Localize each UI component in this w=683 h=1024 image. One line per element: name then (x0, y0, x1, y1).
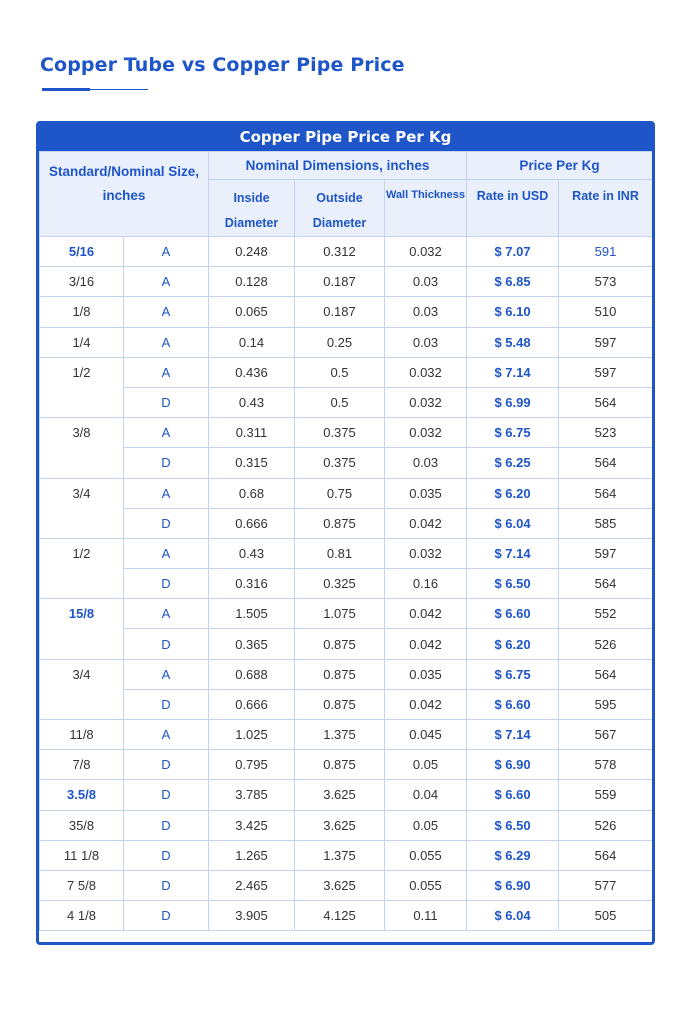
cell-outside: 4.125 (295, 901, 385, 931)
table-row (40, 237, 653, 267)
header-rate-inr: Rate in INR (559, 180, 653, 237)
cell-inside: 0.316 (209, 569, 295, 599)
cell-type: D (124, 387, 209, 417)
cell-inr: 595 (559, 689, 653, 719)
cell-usd: $ 6.90 (467, 870, 559, 900)
cell-size: 1/2 (40, 357, 124, 417)
cell-usd: $ 6.04 (467, 901, 559, 931)
cell-size: 7/8 (40, 750, 124, 780)
cell-inside: 0.14 (209, 327, 295, 357)
cell-usd: $ 6.60 (467, 689, 559, 719)
cell-inr: 591 (559, 237, 653, 267)
cell-outside: 0.5 (295, 387, 385, 417)
cell-outside: 0.187 (295, 297, 385, 327)
header-wall-thickness: Wall Thickness (385, 180, 467, 237)
cell-size: 15/8 (40, 599, 124, 659)
cell-type: A (124, 418, 209, 448)
cell-wall: 0.032 (385, 357, 467, 387)
cell-inr: 564 (559, 478, 653, 508)
cell-size: 7 5/8 (40, 870, 124, 900)
cell-outside: 0.325 (295, 569, 385, 599)
table-row (40, 629, 653, 659)
cell-type: A (124, 237, 209, 267)
cell-inside: 0.311 (209, 418, 295, 448)
cell-inside: 2.465 (209, 870, 295, 900)
cell-type: D (124, 448, 209, 478)
cell-size: 1/8 (40, 297, 124, 327)
cell-size: 3.5/8 (40, 780, 124, 810)
cell-inr: 510 (559, 297, 653, 327)
cell-type: D (124, 901, 209, 931)
header-nominal-dimensions: Nominal Dimensions, inches (209, 152, 467, 180)
cell-type: D (124, 810, 209, 840)
cell-inside: 0.436 (209, 357, 295, 387)
cell-usd: $ 6.50 (467, 569, 559, 599)
cell-inside: 1.265 (209, 840, 295, 870)
cell-outside: 0.375 (295, 418, 385, 448)
cell-wall: 0.032 (385, 387, 467, 417)
price-table (39, 151, 653, 931)
cell-inr: 559 (559, 780, 653, 810)
cell-outside: 0.875 (295, 629, 385, 659)
cell-usd: $ 6.04 (467, 508, 559, 538)
cell-inr: 573 (559, 267, 653, 297)
table-row (40, 327, 653, 357)
table-row (40, 750, 653, 780)
table-row (40, 478, 653, 508)
cell-usd: $ 6.29 (467, 840, 559, 870)
cell-wall: 0.05 (385, 750, 467, 780)
cell-wall: 0.04 (385, 780, 467, 810)
cell-inside: 3.905 (209, 901, 295, 931)
price-table-card (36, 121, 655, 945)
cell-inside: 0.065 (209, 297, 295, 327)
cell-usd: $ 6.50 (467, 810, 559, 840)
cell-outside: 0.875 (295, 508, 385, 538)
table-row (40, 720, 653, 750)
cell-size: 3/16 (40, 267, 124, 297)
cell-outside: 3.625 (295, 810, 385, 840)
cell-wall: 0.032 (385, 538, 467, 568)
table-row (40, 810, 653, 840)
table-row (40, 387, 653, 417)
cell-outside: 0.25 (295, 327, 385, 357)
cell-wall: 0.055 (385, 840, 467, 870)
cell-usd: $ 6.60 (467, 780, 559, 810)
cell-outside: 0.75 (295, 478, 385, 508)
cell-outside: 1.375 (295, 840, 385, 870)
cell-size: 11 1/8 (40, 840, 124, 870)
cell-inr: 564 (559, 569, 653, 599)
table-row (40, 689, 653, 719)
cell-type: A (124, 478, 209, 508)
cell-type: D (124, 569, 209, 599)
cell-inside: 0.128 (209, 267, 295, 297)
cell-wall: 0.03 (385, 448, 467, 478)
table-row (40, 780, 653, 810)
cell-inside: 3.785 (209, 780, 295, 810)
cell-type: D (124, 840, 209, 870)
cell-inr: 564 (559, 387, 653, 417)
cell-usd: $ 7.14 (467, 720, 559, 750)
cell-inr: 523 (559, 418, 653, 448)
cell-inside: 1.025 (209, 720, 295, 750)
cell-usd: $ 7.14 (467, 538, 559, 568)
table-row (40, 418, 653, 448)
cell-wall: 0.045 (385, 720, 467, 750)
table-row (40, 297, 653, 327)
cell-inside: 0.248 (209, 237, 295, 267)
table-row (40, 448, 653, 478)
table-row (40, 659, 653, 689)
cell-wall: 0.03 (385, 327, 467, 357)
cell-inr: 567 (559, 720, 653, 750)
cell-type: D (124, 689, 209, 719)
cell-size: 11/8 (40, 720, 124, 750)
cell-outside: 0.875 (295, 689, 385, 719)
cell-outside: 1.375 (295, 720, 385, 750)
cell-outside: 3.625 (295, 870, 385, 900)
cell-type: A (124, 327, 209, 357)
cell-outside: 0.375 (295, 448, 385, 478)
cell-inside: 0.68 (209, 478, 295, 508)
cell-inr: 577 (559, 870, 653, 900)
cell-wall: 0.042 (385, 599, 467, 629)
cell-outside: 0.875 (295, 750, 385, 780)
cell-wall: 0.042 (385, 689, 467, 719)
header-price-per-kg: Price Per Kg (467, 152, 653, 180)
cell-inr: 578 (559, 750, 653, 780)
cell-usd: $ 6.85 (467, 267, 559, 297)
cell-inside: 0.666 (209, 689, 295, 719)
cell-usd: $ 6.99 (467, 387, 559, 417)
cell-inr: 564 (559, 448, 653, 478)
cell-inside: 0.43 (209, 538, 295, 568)
cell-usd: $ 6.75 (467, 659, 559, 689)
cell-usd: $ 5.48 (467, 327, 559, 357)
cell-inr: 597 (559, 538, 653, 568)
cell-size: 4 1/8 (40, 901, 124, 931)
cell-usd: $ 6.60 (467, 599, 559, 629)
cell-wall: 0.035 (385, 659, 467, 689)
header-inside-diameter: Inside Diameter (209, 180, 295, 237)
cell-wall: 0.03 (385, 267, 467, 297)
cell-wall: 0.042 (385, 508, 467, 538)
cell-wall: 0.16 (385, 569, 467, 599)
table-row (40, 901, 653, 931)
cell-inside: 3.425 (209, 810, 295, 840)
cell-type: A (124, 267, 209, 297)
cell-wall: 0.032 (385, 237, 467, 267)
cell-inr: 597 (559, 357, 653, 387)
header-standard-size: Standard/Nominal Size, inches (40, 152, 209, 237)
header-rate-usd: Rate in USD (467, 180, 559, 237)
title-underline-line (90, 89, 148, 90)
cell-type: A (124, 599, 209, 629)
cell-type: D (124, 750, 209, 780)
title-underline-accent (42, 88, 90, 91)
cell-inr: 526 (559, 629, 653, 659)
cell-outside: 1.075 (295, 599, 385, 629)
cell-size: 3/8 (40, 418, 124, 478)
cell-wall: 0.055 (385, 870, 467, 900)
cell-outside: 0.875 (295, 659, 385, 689)
cell-size: 5/16 (40, 237, 124, 267)
table-row (40, 870, 653, 900)
cell-inr: 505 (559, 901, 653, 931)
cell-usd: $ 6.75 (467, 418, 559, 448)
cell-wall: 0.11 (385, 901, 467, 931)
cell-outside: 0.81 (295, 538, 385, 568)
table-banner: Copper Pipe Price Per Kg (39, 124, 652, 151)
cell-usd: $ 7.14 (467, 357, 559, 387)
cell-usd: $ 6.20 (467, 478, 559, 508)
cell-inside: 0.315 (209, 448, 295, 478)
cell-type: D (124, 508, 209, 538)
cell-outside: 0.5 (295, 357, 385, 387)
table-row (40, 267, 653, 297)
cell-wall: 0.042 (385, 629, 467, 659)
cell-inr: 526 (559, 810, 653, 840)
cell-type: A (124, 720, 209, 750)
cell-inside: 0.688 (209, 659, 295, 689)
cell-size: 1/4 (40, 327, 124, 357)
cell-type: A (124, 659, 209, 689)
table-row (40, 357, 653, 387)
cell-inr: 585 (559, 508, 653, 538)
cell-inr: 552 (559, 599, 653, 629)
cell-wall: 0.03 (385, 297, 467, 327)
cell-size: 1/2 (40, 538, 124, 598)
cell-outside: 0.312 (295, 237, 385, 267)
cell-inside: 0.365 (209, 629, 295, 659)
cell-type: D (124, 780, 209, 810)
cell-wall: 0.032 (385, 418, 467, 448)
page-title: Copper Tube vs Copper Pipe Price (40, 54, 405, 76)
cell-outside: 3.625 (295, 780, 385, 810)
cell-size: 35/8 (40, 810, 124, 840)
cell-inr: 564 (559, 840, 653, 870)
cell-inside: 0.43 (209, 387, 295, 417)
cell-wall: 0.05 (385, 810, 467, 840)
cell-inr: 564 (559, 659, 653, 689)
cell-type: A (124, 538, 209, 568)
table-row (40, 538, 653, 568)
cell-size: 3/4 (40, 659, 124, 719)
cell-usd: $ 6.10 (467, 297, 559, 327)
cell-type: A (124, 297, 209, 327)
header-outside-diameter: Outside Diameter (295, 180, 385, 237)
cell-inside: 1.505 (209, 599, 295, 629)
table-row (40, 840, 653, 870)
cell-inside: 0.666 (209, 508, 295, 538)
cell-outside: 0.187 (295, 267, 385, 297)
cell-type: D (124, 870, 209, 900)
cell-type: D (124, 629, 209, 659)
title-underline (42, 88, 148, 91)
table-row (40, 508, 653, 538)
cell-size: 3/4 (40, 478, 124, 538)
table-row (40, 599, 653, 629)
cell-inside: 0.795 (209, 750, 295, 780)
cell-usd: $ 6.90 (467, 750, 559, 780)
cell-usd: $ 7.07 (467, 237, 559, 267)
cell-inr: 597 (559, 327, 653, 357)
table-row (40, 569, 653, 599)
cell-wall: 0.035 (385, 478, 467, 508)
cell-usd: $ 6.25 (467, 448, 559, 478)
cell-type: A (124, 357, 209, 387)
cell-usd: $ 6.20 (467, 629, 559, 659)
